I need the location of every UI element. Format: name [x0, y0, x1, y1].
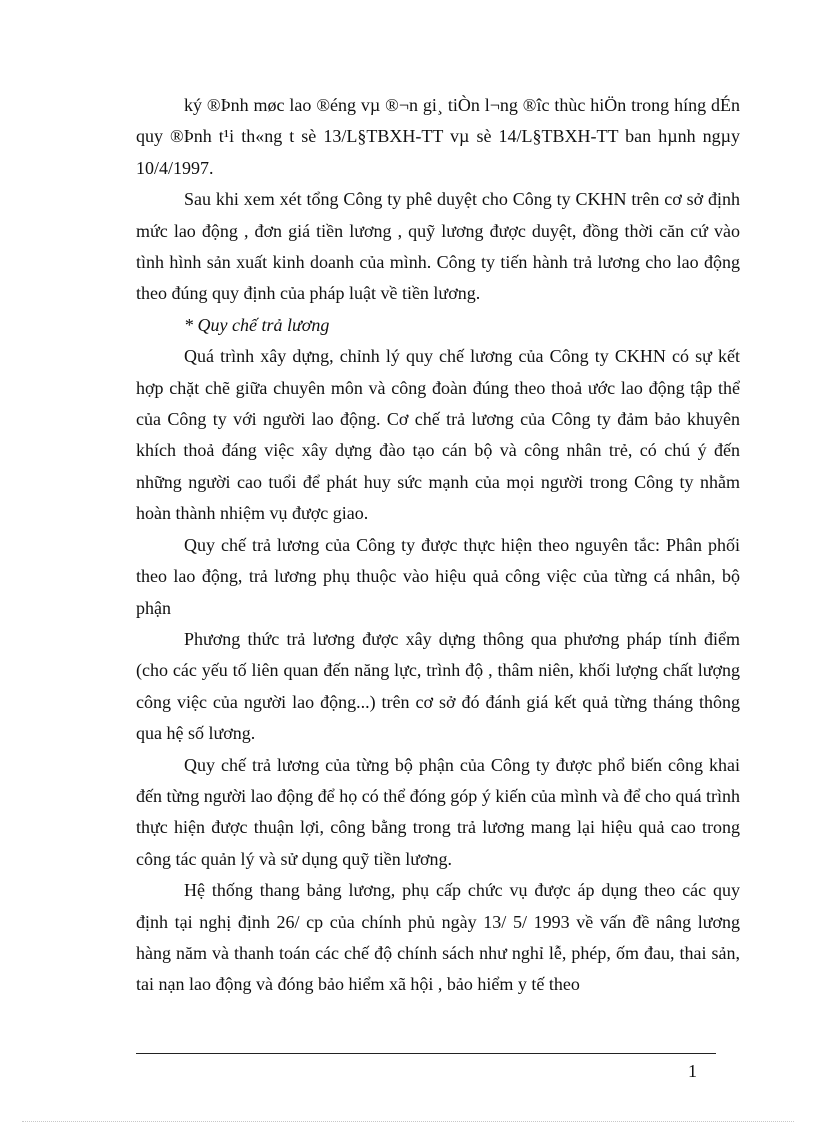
paragraph-principles: Quy chế trả lương của Công ty được thực hiện theo nguyên tắc: Phân phối theo lao động, trả lương phụ thuộc vào hiệu quả công việc của từng cá nhân, bộ phận [136, 534, 740, 618]
paragraph-salary-scale: Hệ thống thang bảng lương, phụ cấp chức vụ được áp dụng theo các quy định tại nghị định 26/ cp của chính phủ ngày 13/ 5/ 1993 về vấn đề nâng lương hàng năm và thanh toán các chế độ chính sách như nghỉ lễ, phép, ốm đau, thai sản, tai nạn lao động và đóng bảo hiểm xã hội , bảo hiểm y tế theo [136, 880, 740, 995]
paragraph-legacy-encoding: ký ®Þnh møc lao ®éng vµ ®¬n gi¸ tiÒn l¬ng ®îc thùc hiÖn trong híng dÉn quy ®Þnh t¹i th«ng t sè 13/L§TBXH-TT vµ sè 14/L§TBXH-TT ban hµnh ngµy 10/4/1997. [136, 95, 740, 178]
paragraph-regulation-process: Quá trình xây dựng, chỉnh lý quy chế lương của Công ty CKHN có sự kết hợp chặt chẽ giữa chuyên môn và công đoàn đúng theo thoả ước lao động tập thể của Công ty với người lao động. Cơ chế trả lương của Công ty đảm bảo khuyên khích thoả đáng việc xây dựng đào tạo cán bộ và công nhân trẻ, có chú ý đến những người cao tuổi để phát huy sức mạnh của mọi người trong Công ty nhằm hoàn thành nhiệm vụ được giao. [136, 346, 740, 524]
paragraph-approval: Sau khi xem xét tổng Công ty phê duyệt cho Công ty CKHN trên cơ sở định mức lao động , đơn giá tiền lương , quỹ lương được duyệt, đồng thời căn cứ vào tình hình sản xuất kinh doanh của mình. Công ty tiến hành trả lương cho lao động theo đúng quy định của pháp luật về tiền lương. [136, 189, 740, 304]
page-bottom-dotted-line [22, 1121, 794, 1122]
document-body [136, 90, 740, 1001]
footer-divider [136, 1053, 716, 1054]
paragraph-payment-method: Phương thức trả lương được xây dựng thông qua phương pháp tính điểm (cho các yếu tố liên quan đến năng lực, trình độ , thâm niên, khối lượng chất lượng công việc của người lao động...) trên cơ sở đó đánh giá kết quả từng tháng thông qua hệ số lương. [136, 628, 740, 744]
section-heading-pay-regulation: * Quy chế trả lương [184, 314, 330, 335]
paragraph-dissemination: Quy chế trả lương của từng bộ phận của Công ty được phổ biến công khai đến từng người lao động để họ có thể đóng góp ý kiến của mình và để cho quá trình thực hiện được thuận lợi, công bằng trong trả lương mang lại hiệu quả cao trong công tác quản lý và sử dụng quỹ tiền lương. [136, 754, 740, 869]
page-number: 1 [688, 1061, 697, 1081]
